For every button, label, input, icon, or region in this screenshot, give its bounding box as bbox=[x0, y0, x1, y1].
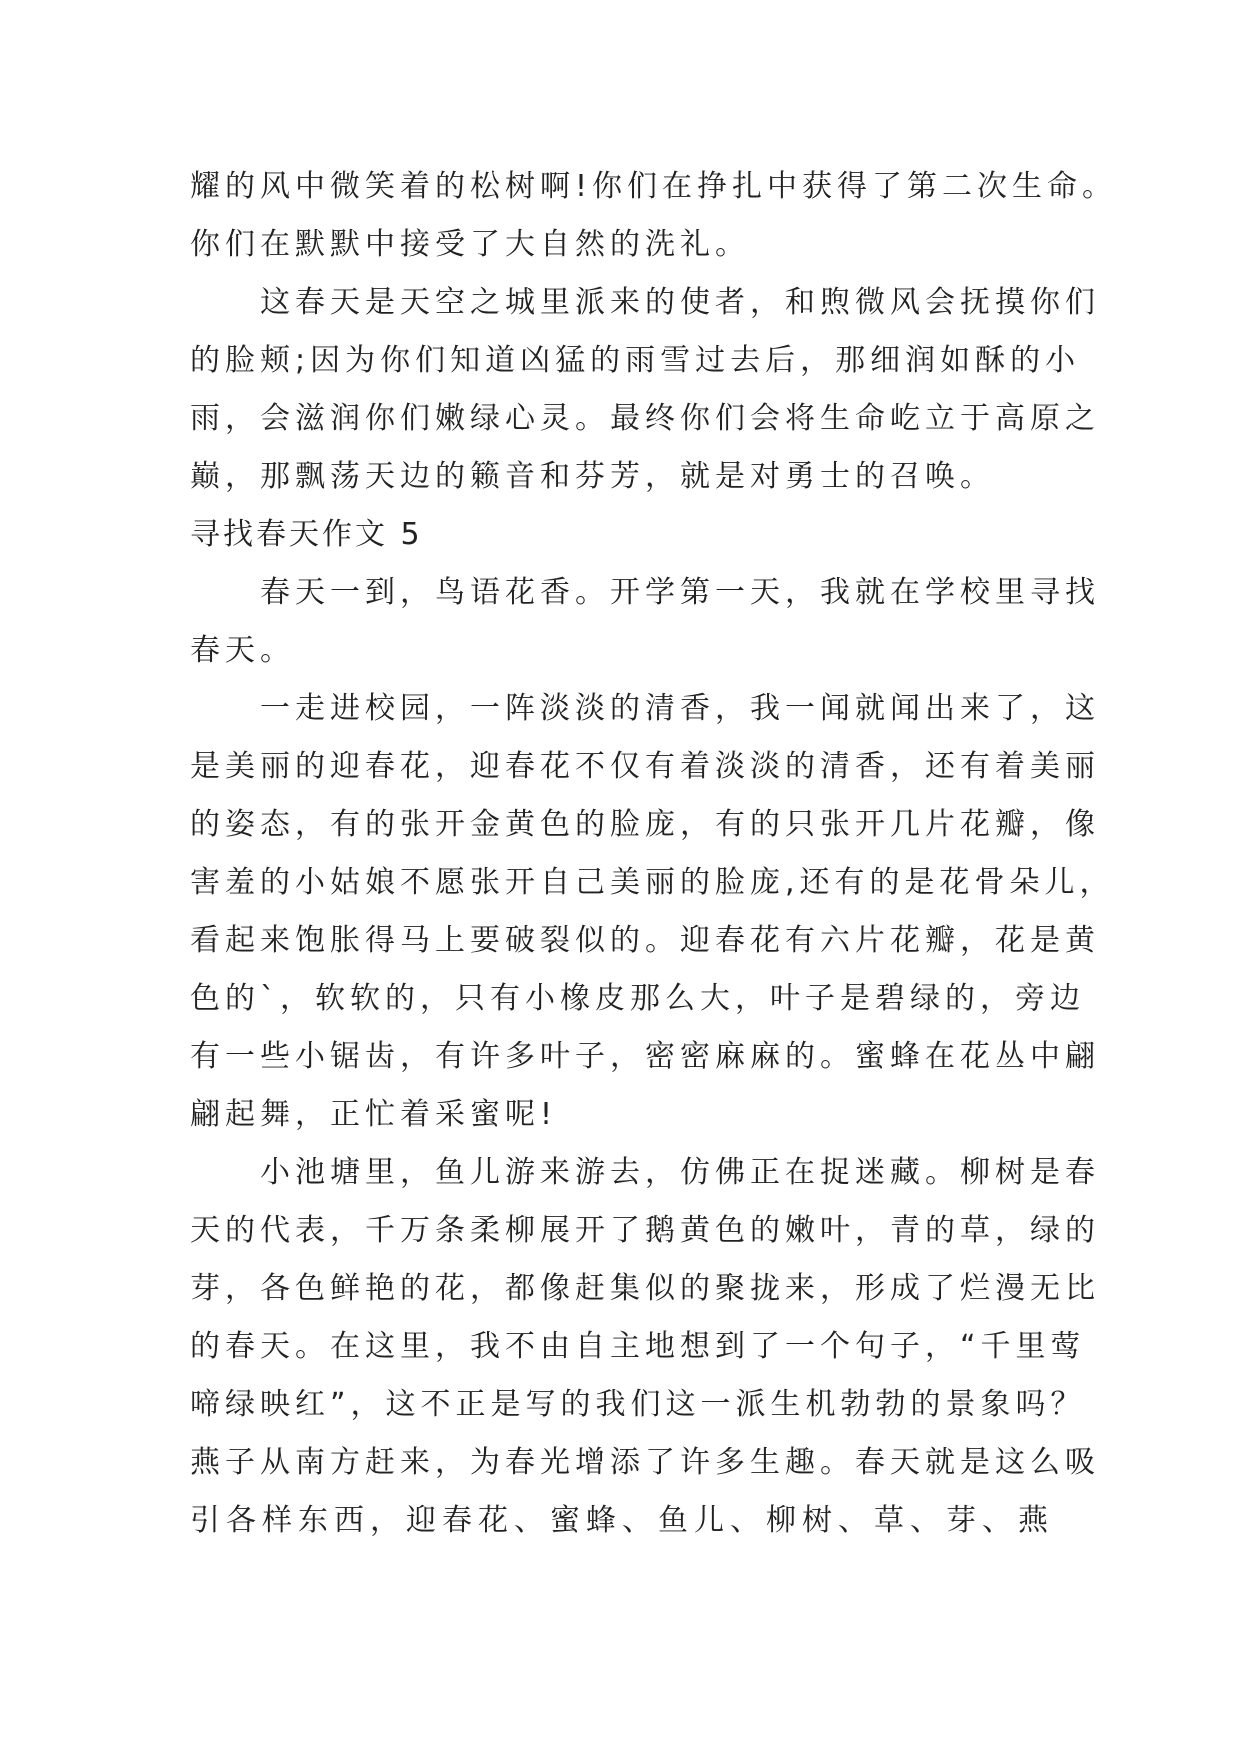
text-line: 芽，各色鲜艳的花，都像赶集似的聚拢来，形成了烂漫无比 bbox=[190, 1271, 1100, 1306]
text-line: 春天。 bbox=[190, 633, 295, 668]
text-line: 耀的风中微笑着的松树啊!你们在挣扎中获得了第二次生命。 bbox=[190, 169, 1118, 204]
text-line: 你们在默默中接受了大自然的洗礼。 bbox=[190, 227, 750, 262]
text-line: 翩起舞，正忙着采蜜呢! bbox=[190, 1097, 558, 1132]
text-line: 巅，那飘荡天边的籁音和芬芳，就是对勇士的召唤。 bbox=[190, 459, 995, 494]
text-line: 有一些小锯齿，有许多叶子，密密麻麻的。蜜蜂在花丛中翩 bbox=[190, 1039, 1100, 1074]
text-line: 色的`，软软的，只有小橡皮那么大，叶子是碧绿的，旁边 bbox=[190, 981, 1085, 1016]
essay-body bbox=[190, 158, 1118, 1550]
paragraph-start-line: 春天一到，鸟语花香。开学第一天，我就在学校里寻找 bbox=[260, 575, 1100, 610]
text-line: 啼绿映红”，这不正是写的我们这一派生机勃勃的景象吗？ bbox=[190, 1387, 1086, 1422]
paragraph-start-line: 这春天是天空之城里派来的使者，和煦微风会抚摸你们 bbox=[260, 285, 1100, 320]
text-line: 看起来饱胀得马上要破裂似的。迎春花有六片花瓣，花是黄 bbox=[190, 923, 1100, 958]
text-line: 天的代表，千万条柔柳展开了鹅黄色的嫩叶，青的草，绿的 bbox=[190, 1213, 1100, 1248]
text-line: 的脸颊;因为你们知道凶猛的雨雪过去后，那细润如酥的小 bbox=[190, 343, 1081, 378]
section-heading: 寻找春天作文 5 bbox=[190, 517, 423, 552]
text-line: 的姿态，有的张开金黄色的脸庞，有的只张开几片花瓣，像 bbox=[190, 807, 1100, 842]
text-line: 雨，会滋润你们嫩绿心灵。最终你们会将生命屹立于高原之 bbox=[190, 401, 1100, 436]
text-line: 害羞的小姑娘不愿张开自己美丽的脸庞,还有的是花骨朵儿， bbox=[190, 865, 1115, 900]
text-line: 的春天。在这里，我不由自主地想到了一个句子，“千里莺 bbox=[190, 1329, 1086, 1364]
paragraph-start-line: 一走进校园，一阵淡淡的清香，我一闻就闻出来了，这 bbox=[260, 691, 1100, 726]
paragraph-start-line: 小池塘里，鱼儿游来游去，仿佛正在捉迷藏。柳树是春 bbox=[260, 1155, 1100, 1190]
text-line: 是美丽的迎春花，迎春花不仅有着淡淡的清香，还有着美丽 bbox=[190, 749, 1100, 784]
text-line: 引各样东西，迎春花、蜜蜂、鱼儿、柳树、草、芽、燕 bbox=[190, 1503, 1054, 1538]
text-line: 燕子从南方赶来，为春光增添了许多生趣。春天就是这么吸 bbox=[190, 1445, 1100, 1480]
